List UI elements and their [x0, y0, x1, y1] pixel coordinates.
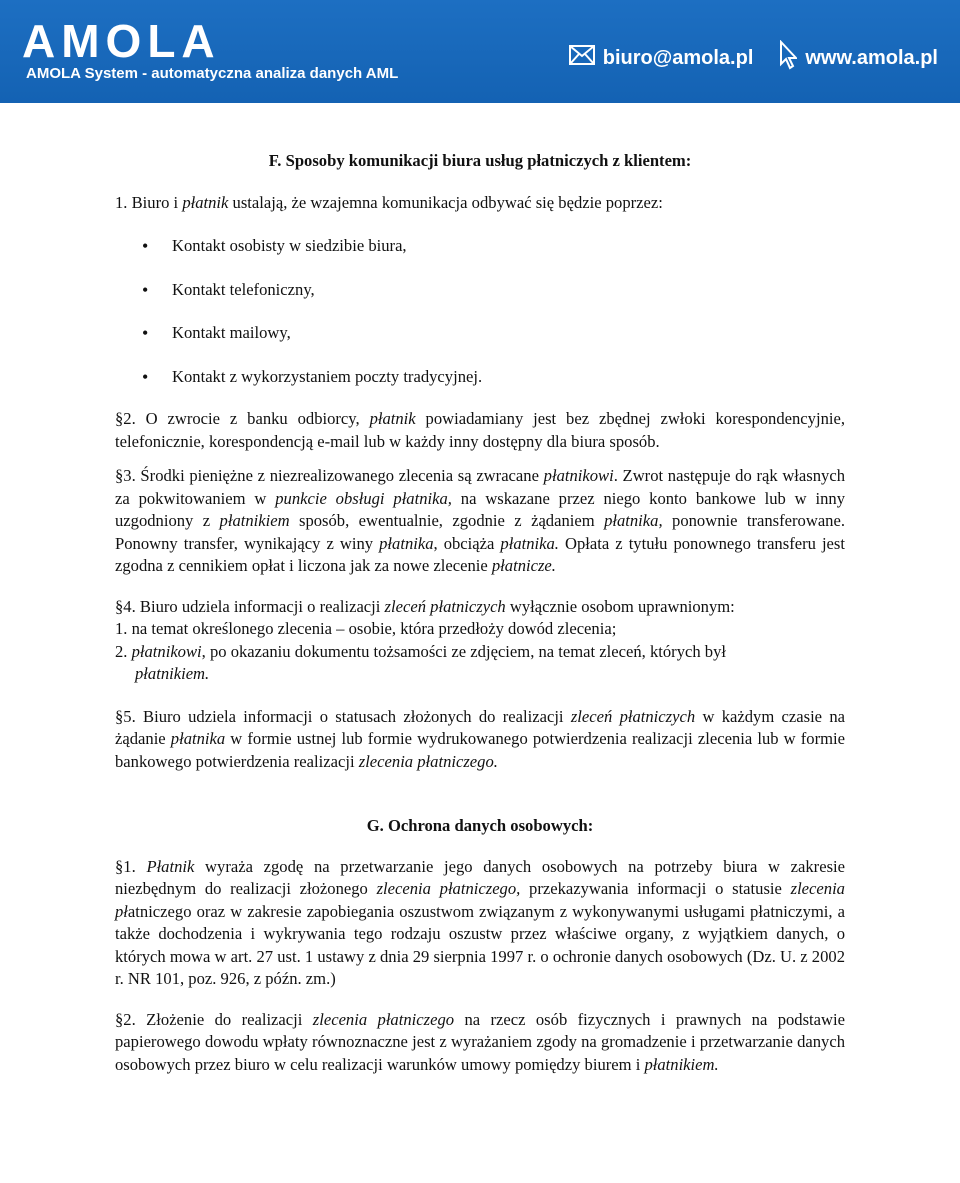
list-item: • Kontakt telefoniczny,	[115, 279, 845, 302]
document-body	[115, 150, 845, 1076]
website-link[interactable]: www.amola.pl	[805, 46, 938, 69]
section-g-heading: G. Ochrona danych osobowych:	[366, 816, 594, 835]
email-link[interactable]: biuro@amola.pl	[602, 46, 754, 69]
f-paragraph-4-item-2: 2. płatnikowi, po okazaniu dokumentu tożsamości ze zdjęciem, na temat zleceń, których był płatnikiem.	[115, 641, 727, 683]
f-paragraph-1: 1. Biuro i płatnik ustalają, że wzajemna komunikacja odbywać się będzie poprzez:	[115, 192, 663, 212]
amola-logo: AMOLA	[22, 15, 221, 67]
list-item: • Kontakt osobisty w siedzibie biura,	[115, 235, 845, 258]
list-item: • Kontakt mailowy,	[115, 322, 845, 345]
contact-methods-list	[115, 235, 845, 388]
f-paragraph-4: §4. Biuro udziela informacji o realizacji zleceń płatniczych wyłącznie osobom uprawnionym:	[115, 596, 735, 616]
f-paragraph-3: §3. Środki pieniężne z niezrealizowanego zlecenia są zwracane płatnikowi. Zwrot następuje do rąk własnych za pokwitowaniem w punkcie obsługi płatnika, na wskazane przez niego konto bankowe lub w inny uzgodniony z płatnikiem sposób, ewentualnie, zgodnie z żądaniem płatnika, ponownie transferowane. Ponowny transfer, wynikający z winy płatnika, obciąża płatnika. Opłata z tytułu ponownego transferu jest zgodna z cennikiem opłat i liczona jak za nowe zlecenie płatnicze.	[115, 466, 845, 575]
g-paragraph-2: §2. Złożenie do realizacji zlecenia płatniczego na rzecz osób fizycznych i prawnych na podstawie papierowego dowodu wpłaty równoznaczne jest z wyrażaniem zgody na gromadzenie i przetwarzanie danych osobowych przez biuro w celu realizacji warunków umowy pomiędzy biurem i płatnikiem.	[115, 1009, 845, 1074]
header-contact	[569, 40, 938, 76]
header-tagline: AMOLA System - automatyczna analiza danych AML	[26, 65, 399, 82]
list-item: • Kontakt z wykorzystaniem poczty tradycyjnej.	[115, 366, 845, 389]
section-f-heading: F. Sposoby komunikacji biura usług płatniczych z klientem:	[268, 151, 692, 170]
f-paragraph-4-item-1: 1. na temat określonego zlecenia – osobie, która przedłoży dowód zlecenia;	[115, 619, 617, 638]
g-paragraph-1: §1. Płatnik wyraża zgodę na przetwarzanie jego danych osobowych na potrzeby biura w zakresie niezbędnym do realizacji złożonego zlecenia płatniczego, przekazywania informacji o statusie zlecenia płatniczego oraz w zakresie zapobiegania oszustwom związanym z wykonywanymi usługami płatniczymi, a także dochodzenia i wykrywania tego rodzaju oszustw przez właściwe organy, z wyjątkiem danych, o których mowa w art. 27 ust. 1 ustawy z dnia 29 sierpnia 1997 r. o ochronie danych osobowych (Dz. U. z 2002 r. NR 101, poz. 926, z późn. zm.)	[115, 856, 846, 988]
page-header	[0, 0, 960, 103]
f-paragraph-5: §5. Biuro udziela informacji o statusach złożonych do realizacji zleceń płatniczych w każdym czasie na żądanie płatnika w formie ustnej lub formie wydrukowanego potwierdzenia realizacji zlecenia lub w formie bankowego potwierdzenia realizacji zlecenia płatniczego.	[115, 706, 845, 771]
cursor-arrow-icon	[779, 40, 797, 76]
f-paragraph-2: §2. O zwrocie z banku odbiorcy, płatnik powiadamiany jest bez zbędnej zwłoki korespondencyjnie, telefonicznie, korespondencją e-mail lub w każdy inny dostępny dla biura sposób.	[115, 409, 845, 451]
envelope-icon	[569, 45, 595, 71]
